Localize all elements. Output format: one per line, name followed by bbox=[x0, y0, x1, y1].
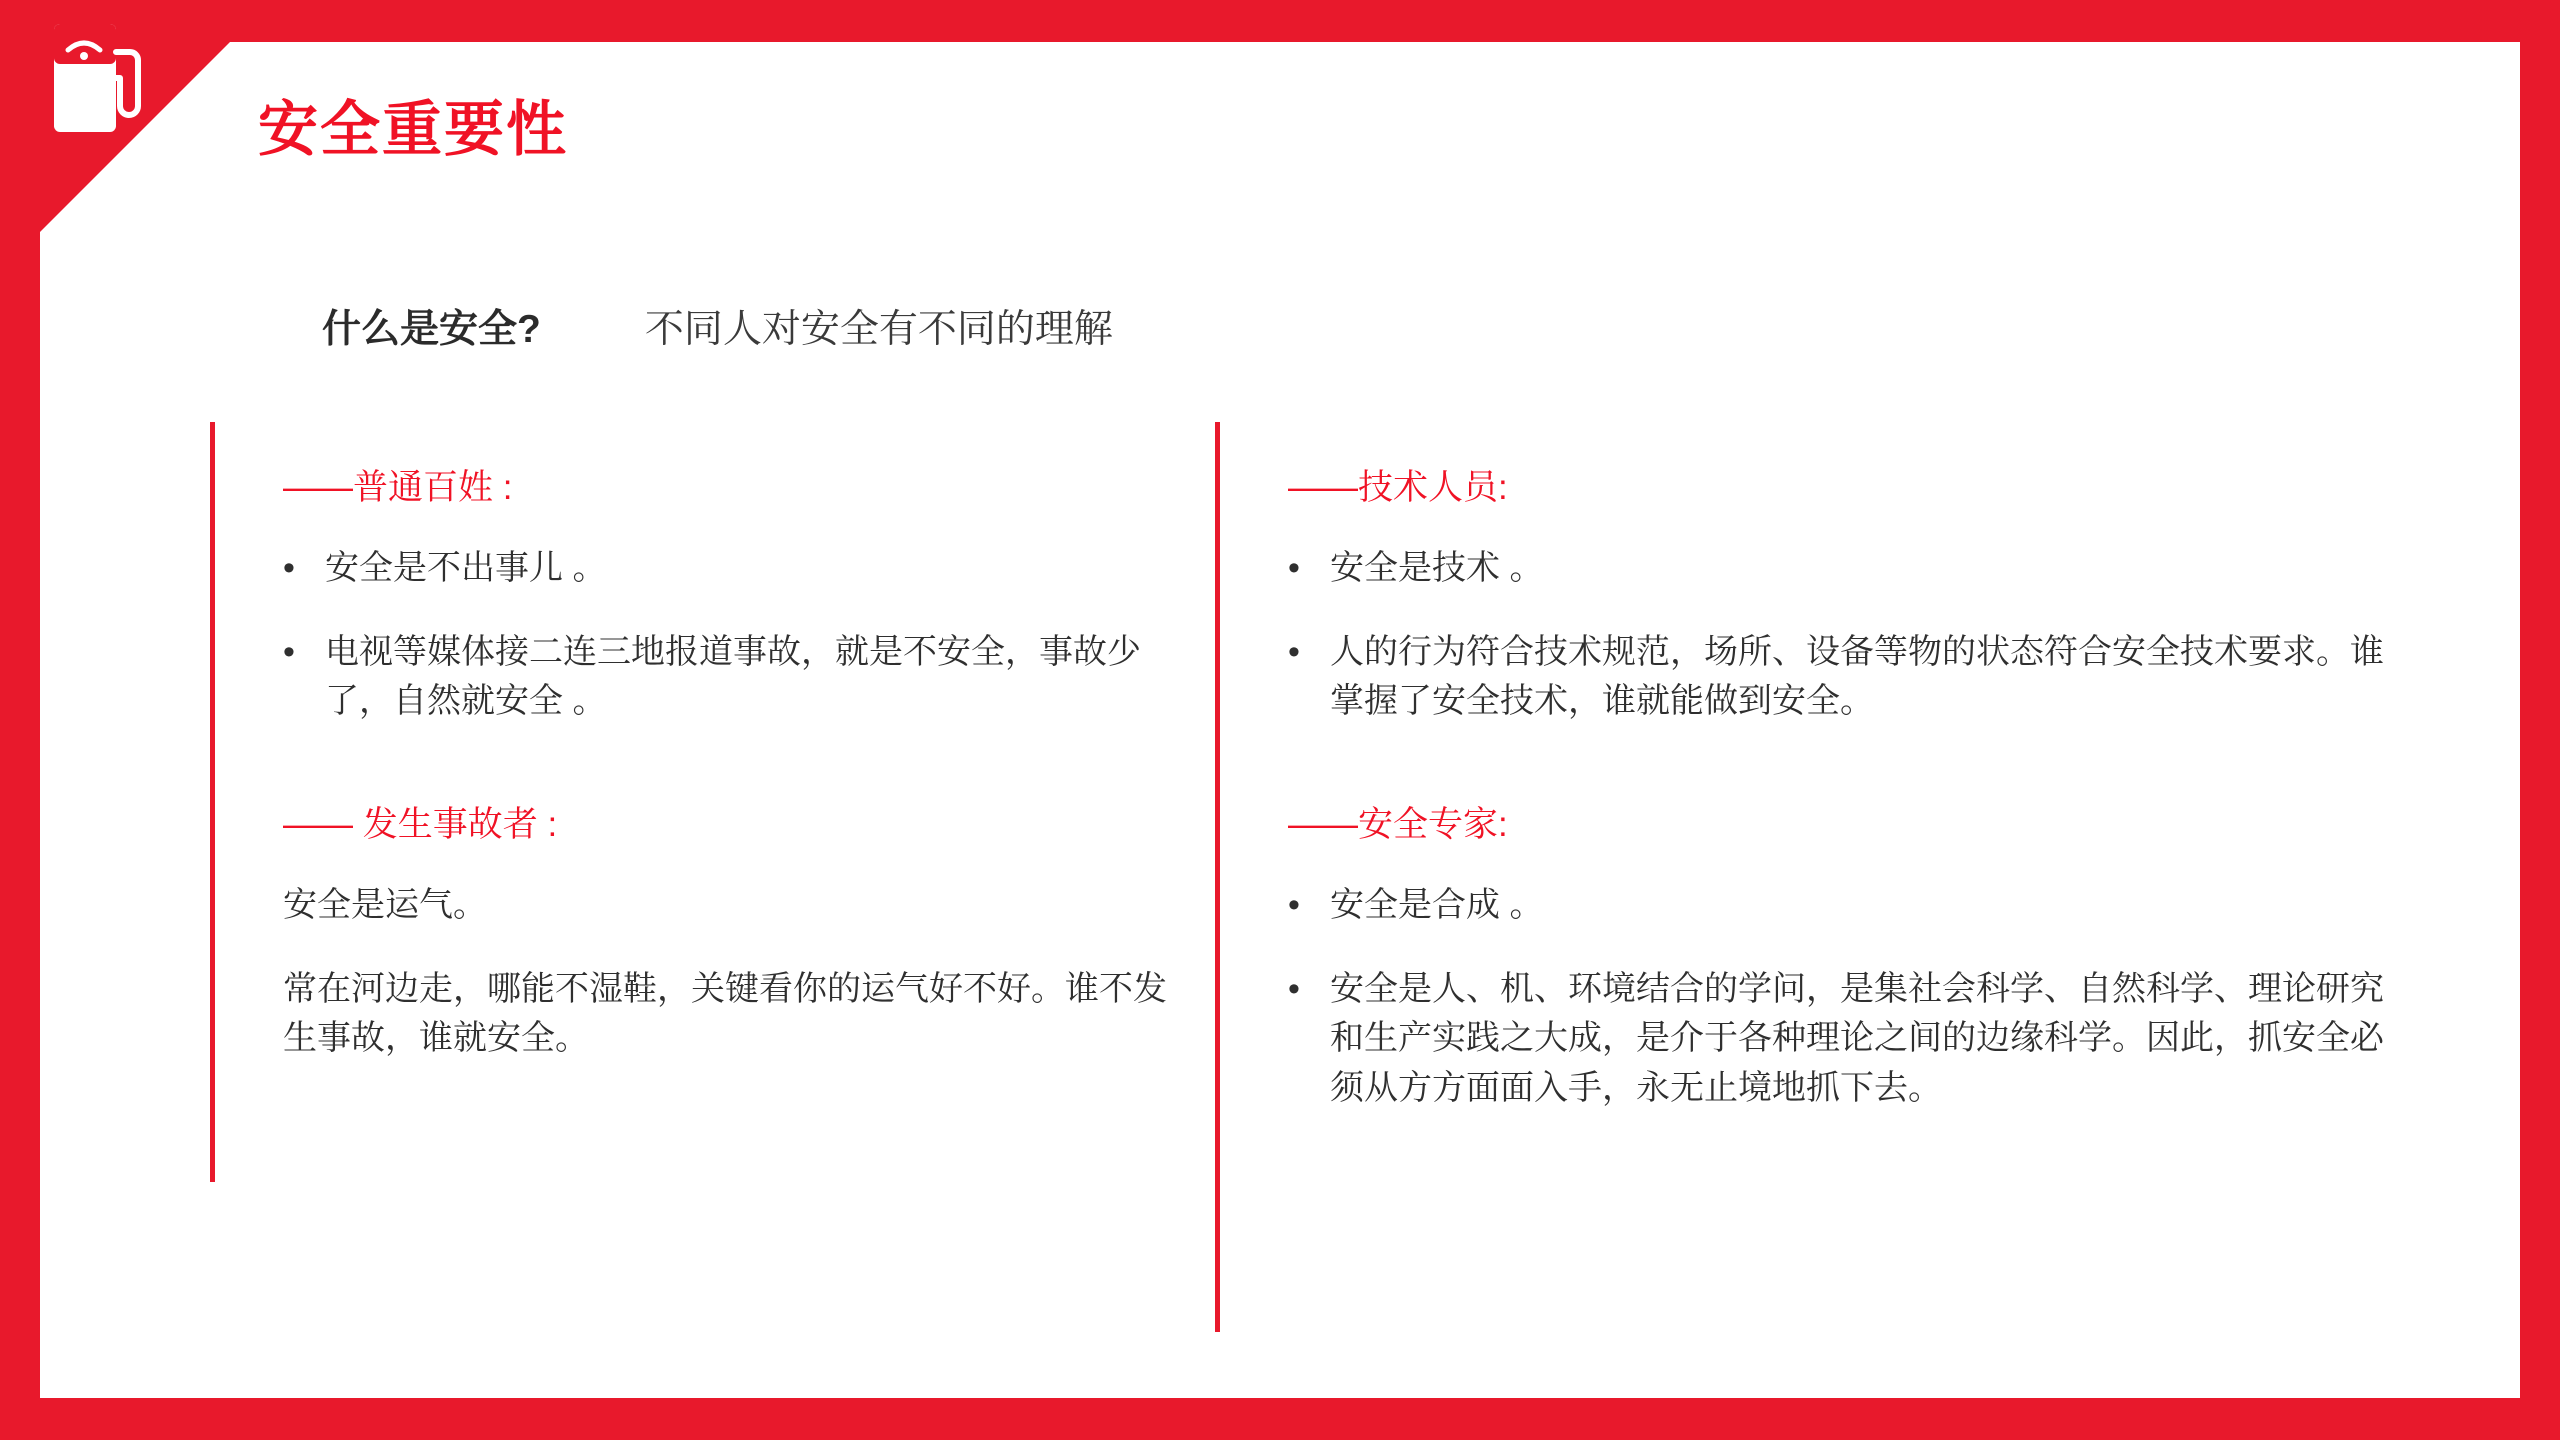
subheading-question: 什么是安全? bbox=[322, 308, 541, 351]
left-column bbox=[210, 422, 1170, 1182]
list-item bbox=[1288, 881, 2395, 931]
bullet-dot: • bbox=[283, 549, 295, 587]
list-item bbox=[1288, 965, 2395, 1114]
bullet-dot: • bbox=[1288, 632, 1300, 671]
right-section2-heading: ——安全专家: bbox=[1288, 804, 1508, 844]
list-item bbox=[1288, 628, 2395, 727]
bullet-dot: • bbox=[1288, 549, 1300, 587]
left-section2-heading: —— 发生事故者 : bbox=[283, 804, 558, 844]
right-column bbox=[1215, 422, 2395, 1332]
list-item bbox=[1288, 544, 2395, 594]
subheading-answer: 不同人对安全有不同的理解 bbox=[644, 308, 1113, 351]
list-item-text: 安全是合成 。 bbox=[1330, 885, 1544, 924]
list-item bbox=[283, 628, 1170, 727]
page-title: 安全重要性 bbox=[258, 96, 568, 163]
left-section2-paragraph-2: 常在河边走，哪能不湿鞋，关键看你的运气好不好。谁不发生事故，谁就安全。 bbox=[283, 969, 1167, 1058]
list-item bbox=[283, 544, 1170, 594]
left-section1-bullets bbox=[215, 544, 1170, 727]
bullet-dot: • bbox=[283, 632, 295, 671]
bullet-dot: • bbox=[1288, 885, 1300, 924]
right-section1-bullets bbox=[1220, 544, 2395, 727]
list-item-text: 电视等媒体接二连三地报道事故，就是不安全，事故少了，自然就安全 。 bbox=[325, 632, 1141, 721]
list-item-text: 安全是技术 。 bbox=[1330, 549, 1544, 587]
right-section2-bullets bbox=[1220, 881, 2395, 1114]
fuel-pump-icon bbox=[46, 16, 166, 146]
list-item-text: 人的行为符合技术规范，场所、设备等物的状态符合安全技术要求。谁掌握了安全技术，谁就能做到安全。 bbox=[1330, 632, 2384, 721]
subheading-row bbox=[322, 298, 1113, 354]
bullet-dot: • bbox=[1288, 969, 1300, 1008]
list-item-text: 安全是人、机、环境结合的学问，是集社会科学、自然科学、理论研究和生产实践之大成，是介于各种理论之间的边缘科学。因此，抓安全必须从方方面面入手，永无止境地抓下去。 bbox=[1330, 969, 2384, 1107]
left-section1-heading: ——普通百姓 : bbox=[283, 468, 513, 507]
left-section2-paragraph-1: 安全是运气。 bbox=[283, 885, 487, 924]
list-item-text: 安全是不出事儿 。 bbox=[325, 549, 607, 587]
right-section1-heading: ——技术人员: bbox=[1288, 468, 1508, 507]
